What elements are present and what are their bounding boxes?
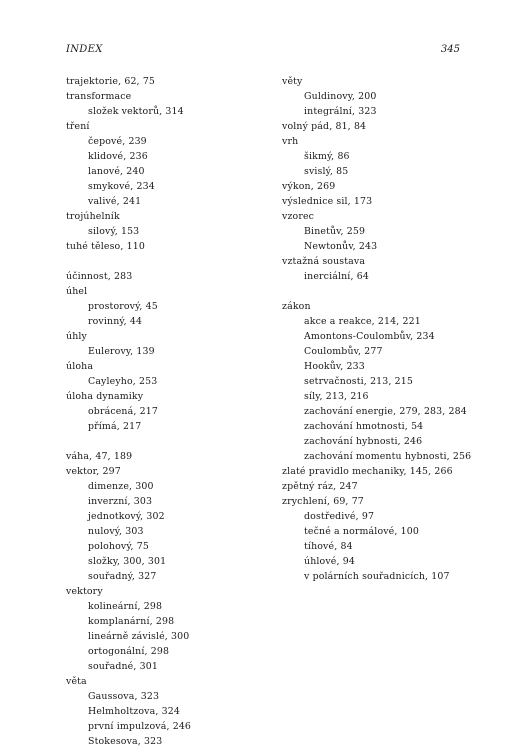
index-entry: volný pád, 81, 84 <box>282 121 367 132</box>
index-subentry: akce a reakce, 214, 221 <box>304 316 421 327</box>
index-subentry: nulový, 303 <box>88 526 144 537</box>
index-subentry: souřadný, 327 <box>88 571 157 582</box>
index-subentry: první impulzová, 246 <box>88 721 192 732</box>
index-entry: účinnost, 283 <box>66 271 133 282</box>
index-subentry: dostředivé, 97 <box>304 511 375 522</box>
index-subentry: přímá, 217 <box>88 421 142 432</box>
index-entry: zákon <box>282 301 311 312</box>
index-subentry: Newtonův, 243 <box>304 241 378 252</box>
index-subentry: silový, 153 <box>88 226 140 237</box>
index-entry: vztažná soustava <box>282 256 366 267</box>
index-entry: vektory <box>66 586 103 597</box>
index-subentry: prostorový, 45 <box>88 301 158 312</box>
index-subentry: jednotkový, 302 <box>88 511 165 522</box>
index-subentry: šikmý, 86 <box>304 151 350 162</box>
index-subentry: klidové, 236 <box>88 151 148 162</box>
index-column-right <box>282 74 492 584</box>
index-entry: úhly <box>66 331 87 342</box>
index-subentry: Binetův, 259 <box>304 226 366 237</box>
index-entry: úhel <box>66 286 88 297</box>
page-header <box>66 43 460 57</box>
index-entry: váha, 47, 189 <box>66 451 133 462</box>
index-subentry: Coulombův, 277 <box>304 346 383 357</box>
index-subentry: ortogonální, 298 <box>88 646 170 657</box>
index-subentry: smykové, 234 <box>88 181 155 192</box>
index-subentry: tečné a normálové, 100 <box>304 526 419 537</box>
index-subentry: Cayleyho, 253 <box>88 376 158 387</box>
index-subentry: Gaussova, 323 <box>88 691 160 702</box>
index-entry: vektor, 297 <box>66 466 121 477</box>
page-number: 345 <box>440 44 460 55</box>
index-subentry: úhlové, 94 <box>304 556 355 567</box>
index-entry: výslednice sil, 173 <box>282 196 373 207</box>
index-entry: věty <box>282 76 303 87</box>
index-subentry: komplanární, 298 <box>88 616 175 627</box>
index-subentry: lineárně závislé, 300 <box>88 631 190 642</box>
index-entry: tuhé těleso, 110 <box>66 241 145 252</box>
index-subentry: tíhové, 84 <box>304 541 353 552</box>
index-subentry: v polárních souřadnicích, 107 <box>304 571 450 582</box>
index-subentry: síly, 213, 216 <box>304 391 369 402</box>
index-entry: trojúhelník <box>66 211 120 222</box>
index-subentry: polohový, 75 <box>88 541 150 552</box>
index-entry: zlaté pravidlo mechaniky, 145, 266 <box>282 466 453 477</box>
index-entry: zrychlení, 69, 77 <box>282 496 364 507</box>
index-subentry: Amontons-Coulombův, 234 <box>304 331 435 342</box>
index-entry: zpětný ráz, 247 <box>282 481 358 492</box>
index-subentry: lanové, 240 <box>88 166 145 177</box>
index-entry: vzorec <box>282 211 315 222</box>
running-title: INDEX <box>66 44 103 55</box>
index-subentry: inerciální, 64 <box>304 271 369 282</box>
index-subentry: kolineární, 298 <box>88 601 163 612</box>
index-entry: výkon, 269 <box>282 181 336 192</box>
index-entry: transformace <box>66 91 132 102</box>
index-subentry: zachování hybnosti, 246 <box>304 436 423 447</box>
index-subentry: dimenze, 300 <box>88 481 154 492</box>
index-subentry: Helmholtzova, 324 <box>88 706 180 717</box>
index-subentry: inverzní, 303 <box>88 496 153 507</box>
index-subentry: zachování momentu hybnosti, 256 <box>304 451 472 462</box>
index-subentry: zachování hmotnosti, 54 <box>304 421 424 432</box>
index-subentry: souřadné, 301 <box>88 661 158 672</box>
index-entry: věta <box>66 676 87 687</box>
index-subentry: složek vektorů, 314 <box>88 106 184 117</box>
index-subentry: rovinný, 44 <box>88 316 143 327</box>
index-subentry: svislý, 85 <box>304 166 349 177</box>
index-subentry: obrácená, 217 <box>88 406 158 417</box>
index-entry: tření <box>66 121 90 132</box>
index-column-left <box>66 74 276 749</box>
index-entry: trajektorie, 62, 75 <box>66 76 156 87</box>
index-subentry: Hookův, 233 <box>304 361 365 372</box>
index-subentry: setrvačnosti, 213, 215 <box>304 376 414 387</box>
index-entry: úloha dynamiky <box>66 391 144 402</box>
index-subentry: Guldinovy, 200 <box>304 91 377 102</box>
index-subentry: Stokesova, 323 <box>88 736 163 747</box>
index-subentry: Eulerovy, 139 <box>88 346 155 357</box>
index-entry: úloha <box>66 361 94 372</box>
index-subentry: zachování energie, 279, 283, 284 <box>304 406 467 417</box>
index-subentry: valivé, 241 <box>88 196 142 207</box>
index-entry: vrh <box>282 136 299 147</box>
index-subentry: integrální, 323 <box>304 106 377 117</box>
index-subentry: složky, 300, 301 <box>88 556 167 567</box>
index-subentry: čepové, 239 <box>88 136 147 147</box>
